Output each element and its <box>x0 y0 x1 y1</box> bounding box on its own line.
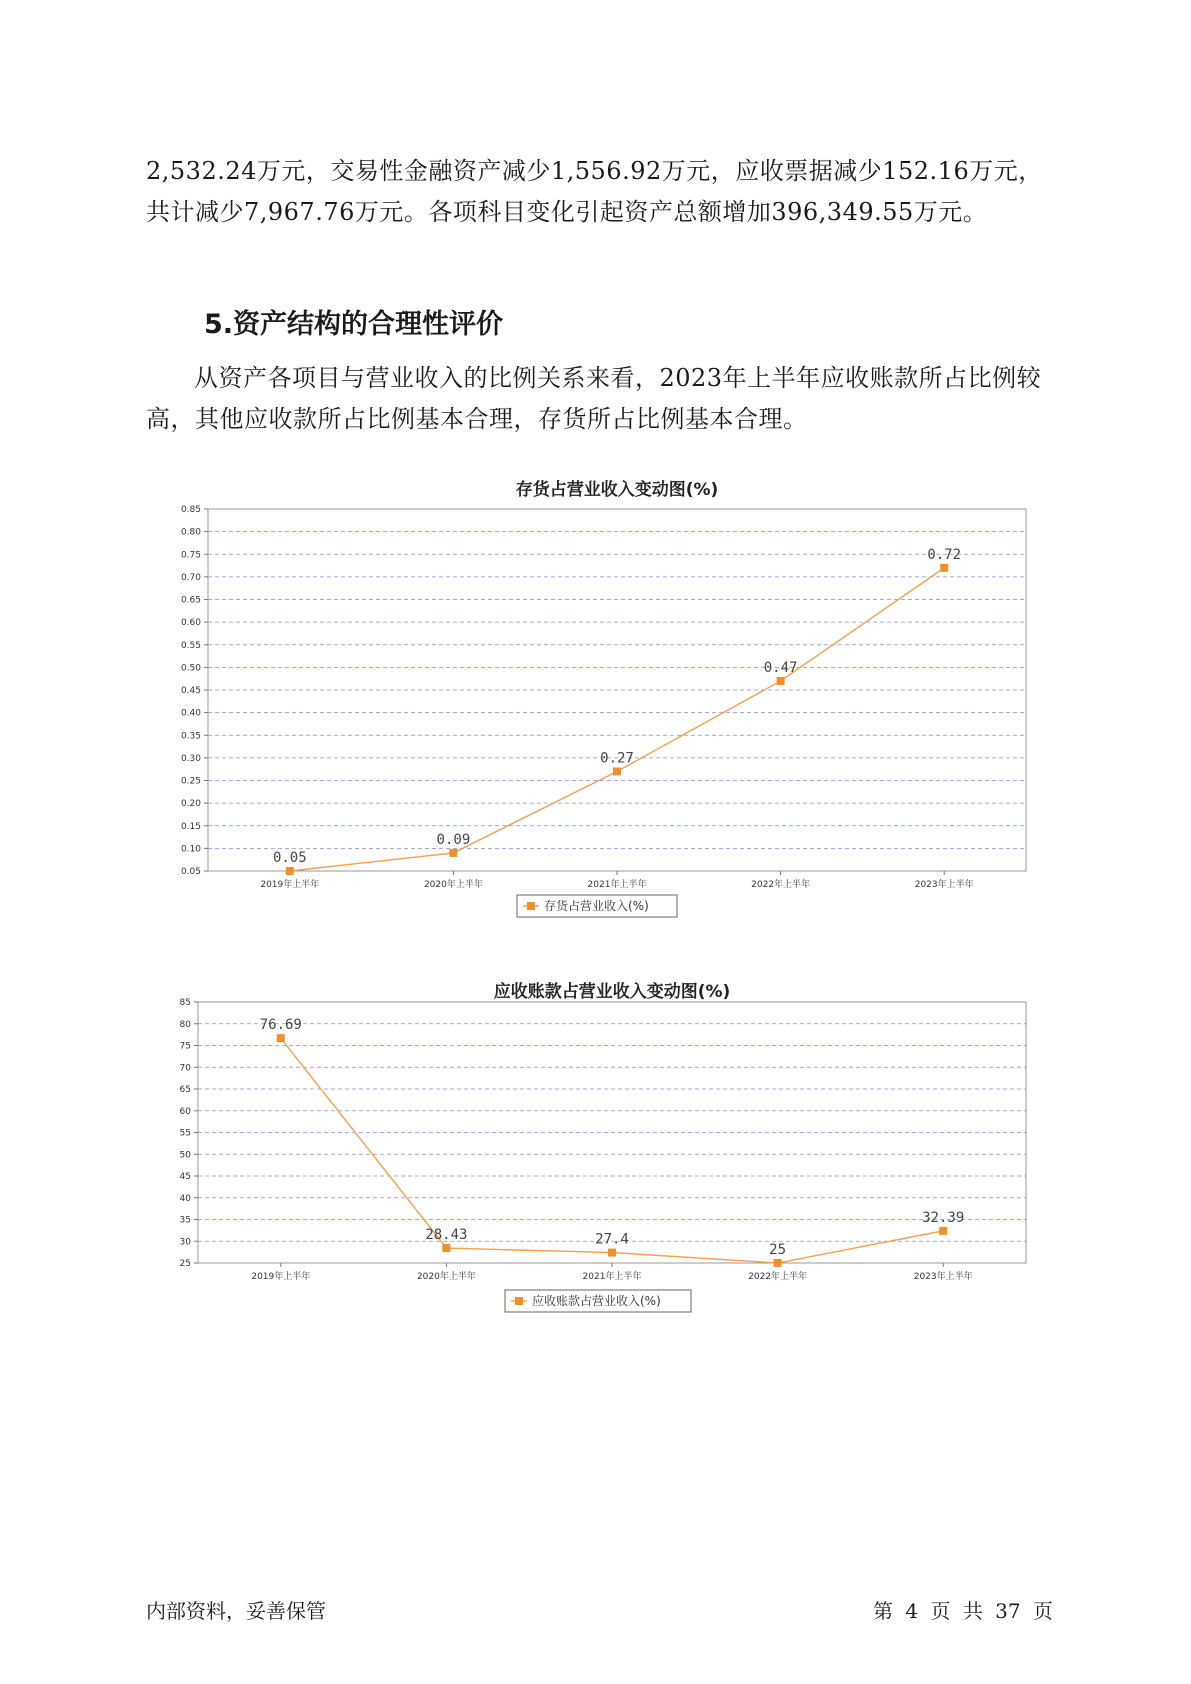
data-point <box>774 1259 782 1267</box>
y-tick-label: 30 <box>179 1237 191 1248</box>
y-tick-label: 80 <box>179 1019 191 1030</box>
y-tick-label: 0.40 <box>180 708 201 719</box>
body-paragraph-1: 2,532.24万元，交易性金融资产减少1,556.92万元，应收票据减少152.16万元，共计减少7,967.76万元。各项科目变化引起资产总额增加396,349.55万元。 <box>146 157 1043 226</box>
legend-marker <box>515 1297 523 1305</box>
legend-label: 应收账款占营业收入(%) <box>532 1294 661 1308</box>
y-tick-label: 0.80 <box>180 527 201 538</box>
x-tick-label: 2022年上半年 <box>748 1272 808 1282</box>
data-point <box>286 867 294 875</box>
data-label: 28.43 <box>425 1227 468 1244</box>
y-tick-label: 55 <box>179 1128 191 1139</box>
data-label: 0.05 <box>272 850 307 866</box>
x-tick-label: 2023年上半年 <box>914 880 974 890</box>
data-label: 0.47 <box>763 659 798 676</box>
body-paragraph-2: 从资产各项目与营业收入的比例关系来看，2023年上半年应收账款所占比例较高，其他应收款所占比例基本合理，存货所占比例基本合理。 <box>146 364 1042 433</box>
y-tick-label: 0.45 <box>180 686 201 696</box>
y-tick-label: 50 <box>179 1150 191 1161</box>
data-label: 0.09 <box>436 831 471 848</box>
data-point <box>777 677 785 685</box>
x-tick-label: 2023年上半年 <box>913 1272 973 1282</box>
data-point <box>608 1249 616 1257</box>
data-label: 27.4 <box>595 1231 629 1248</box>
footer-page-number: 第 4 页 共 37 页 <box>873 1599 1053 1623</box>
data-label: 76.69 <box>259 1017 302 1034</box>
y-tick-label: 75 <box>179 1041 191 1052</box>
y-tick-label: 0.65 <box>180 595 201 606</box>
y-tick-label: 0.20 <box>180 799 201 810</box>
chart-title: 存货占营业收入变动图(%) <box>515 480 719 500</box>
x-tick-label: 2022年上半年 <box>751 880 811 890</box>
y-tick-label: 0.85 <box>180 505 201 515</box>
y-tick-label: 0.60 <box>180 618 201 629</box>
chart-legend <box>517 895 677 917</box>
footer-confidential-note: 内部资料，妥善保管 <box>146 1599 326 1623</box>
data-point <box>613 767 621 775</box>
y-tick-label: 40 <box>179 1193 191 1204</box>
receivables-ratio-chart-svg <box>160 971 1040 1416</box>
receivables-ratio-chart <box>160 971 1040 1416</box>
y-tick-label: 0.10 <box>180 844 201 855</box>
y-tick-label: 0.30 <box>180 753 201 764</box>
data-point <box>277 1034 285 1042</box>
data-point <box>449 849 457 857</box>
y-tick-label: 0.15 <box>180 821 201 832</box>
data-label: 0.27 <box>600 750 634 767</box>
y-tick-label: 35 <box>179 1215 191 1226</box>
data-label: 25 <box>769 1242 787 1258</box>
chart-legend <box>505 1290 691 1312</box>
data-point <box>939 1227 947 1235</box>
inventory-ratio-chart <box>160 472 1040 934</box>
data-point <box>940 564 948 572</box>
y-tick-label: 0.55 <box>180 640 201 651</box>
legend-label: 存货占营业收入(%) <box>544 899 649 913</box>
y-tick-label: 0.70 <box>180 572 201 583</box>
y-tick-label: 0.35 <box>180 731 201 742</box>
y-tick-label: 0.05 <box>180 867 201 877</box>
y-tick-label: 85 <box>179 998 191 1008</box>
y-tick-label: 70 <box>179 1063 191 1074</box>
x-tick-label: 2020年上半年 <box>416 1272 476 1282</box>
data-label: 32.39 <box>922 1209 965 1226</box>
x-tick-label: 2019年上半年 <box>251 1272 311 1282</box>
y-tick-label: 25 <box>179 1259 191 1269</box>
chart-title: 应收账款占营业收入变动图(%) <box>493 982 731 1002</box>
y-tick-label: 0.50 <box>180 663 201 674</box>
x-tick-label: 2021年上半年 <box>582 1272 642 1282</box>
x-tick-label: 2021年上半年 <box>587 880 647 890</box>
y-tick-label: 0.75 <box>180 550 201 561</box>
inventory-ratio-chart-svg <box>160 472 1040 934</box>
legend-marker <box>527 902 535 910</box>
x-tick-label: 2019年上半年 <box>260 880 320 890</box>
section-heading: 5.资产结构的合理性评价 <box>204 309 504 340</box>
data-label: 0.72 <box>927 546 962 563</box>
y-tick-label: 60 <box>179 1106 191 1117</box>
y-tick-label: 65 <box>179 1085 191 1095</box>
data-point <box>442 1244 450 1252</box>
x-tick-label: 2020年上半年 <box>423 880 483 890</box>
y-tick-label: 45 <box>179 1172 191 1182</box>
y-tick-label: 0.25 <box>180 776 201 787</box>
